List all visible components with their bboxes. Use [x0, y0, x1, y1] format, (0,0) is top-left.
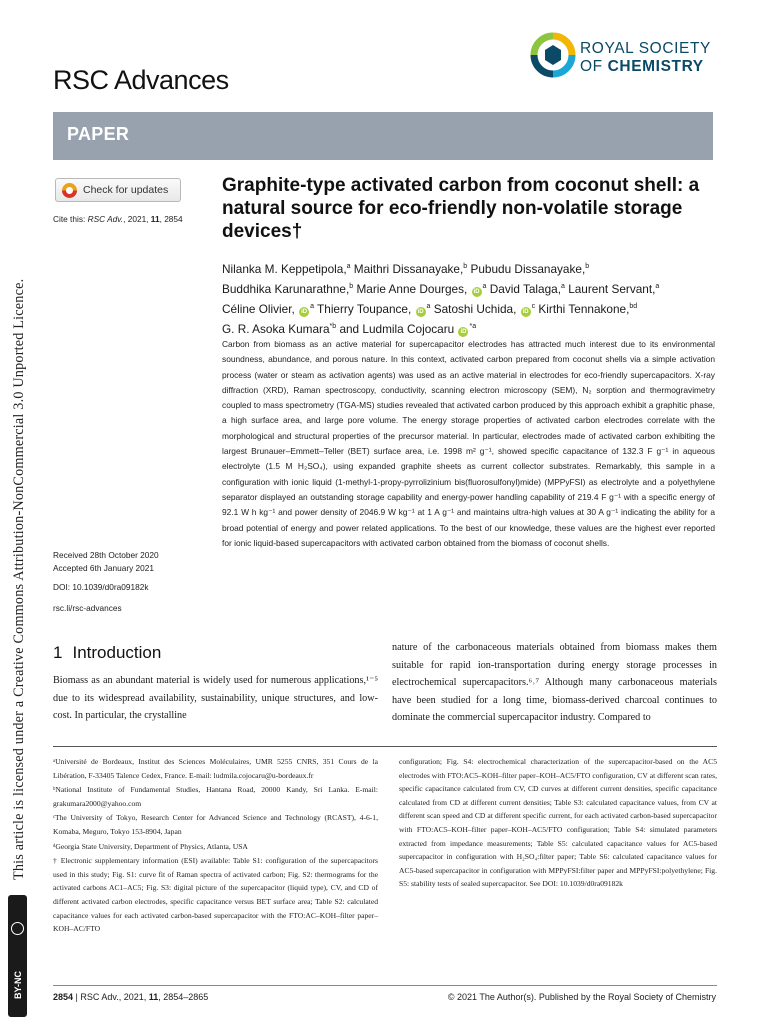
- orcid-icon[interactable]: iD: [522, 308, 529, 315]
- intro-right-column: nature of the carbonaceous materials obtained from biomass makes them suitable for rapid ion-transportation during energy storage processes in electrochemical supercapacitors.⁶˒⁷ Although many carbonaceous materials have been studied for a long time, biomass-derived charcoal continues to dominate the commercial supercapacitor industry. Compared to: [392, 642, 717, 723]
- cite-this: Cite this: RSC Adv., 2021, 11, 2854: [53, 214, 183, 224]
- affiliation-d: ᵈGeorgia State University, Department of Physics, Atlanta, USA: [53, 841, 248, 851]
- section-title: Introduction: [72, 643, 162, 662]
- received-date: Received 28th October 2020: [53, 550, 159, 560]
- intro-left-column: Biomass as an abundant material is widely used for numerous applications,¹⁻⁵ due to its widespread availability, sustainability, unique structures, and low-cost. In particular, the crystalline: [53, 675, 378, 721]
- affiliation-c: ᶜThe University of Tokyo, Research Center for Advanced Science and Technology (RCAST), 4-6-1, Komaba, Meguro, Tokyo 153-8904, Japan: [53, 813, 378, 836]
- rsc-logo[interactable]: [530, 32, 720, 82]
- footnote-divider: [53, 746, 717, 747]
- orcid-icon[interactable]: iD: [473, 288, 480, 295]
- rsc-logo-line2: OF CHEMISTRY: [580, 58, 704, 75]
- orcid-icon[interactable]: iD: [460, 328, 467, 335]
- author-list: Nilanka M. Keppetipola,$^a$ Maithri Dissanayake,$^b$ Pubudu Dissanayake,$^b$ Buddhika Karunarathne,$^b$ Marie Anne Dourges, $iD^a$ David Talaga,$^a$ Laurent Servant,$^a$ Céline Olivier, $iD^a$ Thierry Toupance, $iD^a$ Satoshi Uchida, $iD^c$ Kirthi Tennakone,$^{bd}$ G. R. Asoka Kumara$^{*b}$ and Ludmila Cojocaru $iD^{*a}$: [222, 261, 660, 336]
- footer-copyright: © 2021 The Author(s). Published by the Royal Society of Chemistry: [447, 992, 716, 1002]
- article-type-bar: [53, 112, 713, 160]
- cc-badge-label: BY-NC: [12, 971, 23, 1000]
- abstract: Carbon from biomass as an active material for supercapacitor electrodes has attracted much interest due to its environmental soundness, abundance, and porous nature. In this context, activated carbon prepared from coconut shells via a simple activation process (water or steam as activation agents) was used as an active material in electrodes for eco-friendly supercapacitors. X-ray diffraction (XRD), Raman spectroscopy, conductivity, scanning electron microscopy (SEM), N₂ sorption and thermogravimetry coupled to mass spectrometry (TGA-MS) studies revealed that activated carbon produced by this approach exhibit a graphitic phase, a high surface area, and large pore volume. The energy storage properties of activated carbon electrodes correlate with the morphological and structural properties of the precursor material. In particular, electrodes made of activated carbon exhibiting the largest Brunauer–Emmett–Teller (BET) surface area, i.e. 1998 m² g⁻¹, showed specific capacitance of 132.3 F g⁻¹ in aqueous electrolyte (1.5 M H₂SO₄), using expanded graphite sheets as current collector substrates. Remarkably, this sample in a configuration with ionic liquid (1-methyl-1-propy-pyrrolizinium bis(fluorosulfonyl)mide) (MPPyFSI) as electrolyte and a polyethylene separator displayed an outstanding storage capability and energy-power handling capability of 219.4 F g⁻¹ with a specific energy of 92.1 W h kg⁻¹ and power density of 2046.9 W kg⁻¹ at 1 A g⁻¹ and maintains ultra-high values at 30 A g⁻¹ indicating the ability for a broad potential of energy and power related applications. To the best of our knowledge, these values are the highest ever reported for ionic liquid-based supercapacitors with activated carbon obtained from the biomass of coconut shells.: [222, 339, 715, 548]
- crossmark-icon: [62, 183, 77, 198]
- article-type-label: PAPER: [67, 124, 130, 144]
- affiliation-a: ᵃUniversité de Bordeaux, Institut des Sciences Moléculaires, UMR 5255 CNRS, 351 Cours de la Libération, F-33405 Talence Cedex, France. E-mail: ludmila.cojocaru@u-bordeaux.fr: [53, 757, 378, 780]
- doi-link[interactable]: DOI: 10.1039/d0ra09182k: [53, 582, 149, 592]
- footer-divider: [53, 985, 717, 986]
- rsc-ring-icon: [530, 32, 576, 78]
- footnotes-right: configuration; Fig. S4: electrochemical characterization of the supercapacitor-based on the AC5 electrodes with FTO:AC5–KOH–filter paper–KOH–AC5/FTO configuration, CV at different scan rates, specific capacitance calculated from CV, CD curves at different current densities, specific capacitance calculated from CD at different current densities; Table S3: calculated capacitance values, from CV at different scan speed and CD at different specific current, for each activated carbon-based supercapacitor with FTO:AC5–KOH–filter paper–KOH–AC5/FTO configuration; Table S4: simulated parameters extracted from impedance measurements; Table S5: calculated capacitance values for AC5-based supercapacitor in configuration with H₂SO₄:filter paper; Table S6: calculated capacitance values for AC5-based supercapacitor in configuration with MPPyFSI:filter paper and MPPyFSI:polyethylene; Fig. S5: stability tests of sealed supercapacitor. See DOI: 10.1039/d0ra09182k: [399, 757, 717, 889]
- check-updates-label: Check for updates: [83, 184, 169, 196]
- esi-note: † Electronic supplementary information (ESI) available: Table S1: configuration of the supercapacitors used in this study; Fig. S1: curve fit of Raman spectra of activated carbon; Fig. S2: thermograms for the activated carbons AC1–AC5; Fig. S3: digital picture of the supercapacitor (liquid type), CV, and CD of different activated carbon electrodes, specific capacitance versus BET surface area; Table S2: calculated capacitance values for each activated carbon-based supercapacitor with the FTO:AC–KOH–filter paper–KOH–AC/FTO: [53, 856, 378, 934]
- article-title: Graphite-type activated carbon from coconut shell: a natural source for eco-friendly non-volatile storage devices†: [222, 175, 700, 242]
- rsc-logo-line1: ROYAL SOCIETY: [580, 40, 711, 57]
- section-heading: [53, 643, 161, 663]
- affiliation-b: ᵇNational Institute of Fundamental Studies, Hantana Road, 20000 Kandy, Sri Lanka. E-mail: grakumara2000@yahoo.com: [53, 785, 378, 808]
- cc-license-badge[interactable]: [8, 895, 27, 1017]
- license-statement[interactable]: This article is licensed under a Creative Commons Attribution-NonCommercial 3.0 Unported Licence.: [11, 278, 27, 880]
- footnotes-left: [53, 755, 378, 937]
- journal-name: RSC Advances: [53, 65, 229, 95]
- accepted-date: Accepted 6th January 2021: [53, 562, 155, 573]
- received-dates: [53, 549, 159, 574]
- section-number: 1: [53, 643, 63, 662]
- cc-icon: cc: [11, 922, 24, 935]
- orcid-icon[interactable]: iD: [417, 308, 424, 315]
- orcid-icon[interactable]: iD: [301, 308, 308, 315]
- journal-link[interactable]: rsc.li/rsc-advances: [53, 603, 122, 613]
- footer-citation: 2854 | RSC Adv., 2021, 11, 2854–2865: [53, 992, 209, 1002]
- check-updates-button[interactable]: [55, 178, 181, 202]
